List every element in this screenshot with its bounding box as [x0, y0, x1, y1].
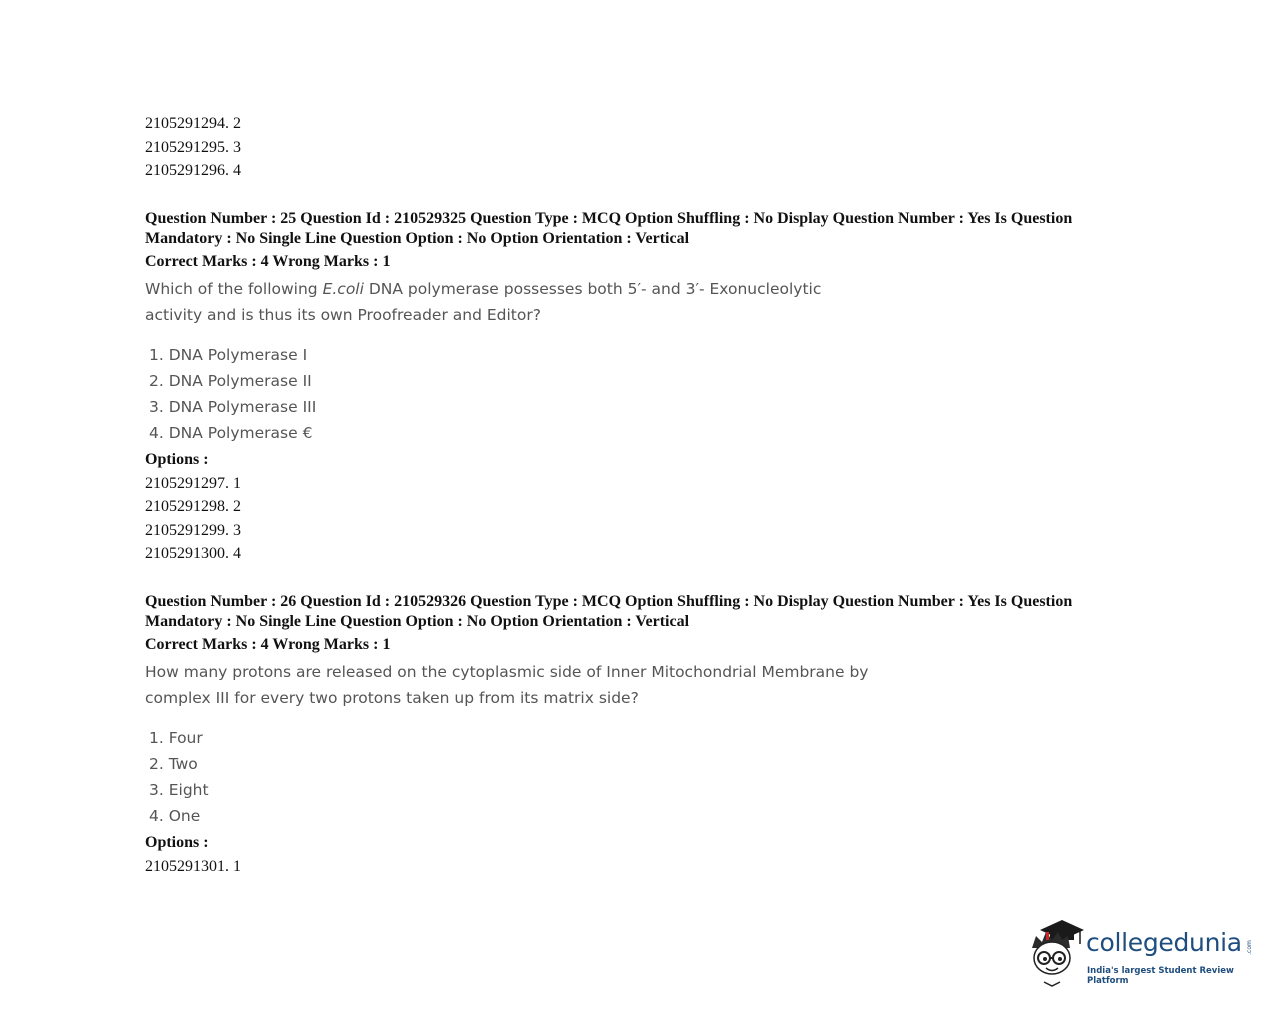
question-text-line: How many protons are released on the cytoplasmic side of Inner Mitochondrial Membrane by — [145, 662, 869, 681]
brand-name: collegedunia — [1086, 928, 1242, 957]
answer-choices — [145, 342, 1165, 446]
question-text-part: Which of the following — [145, 279, 323, 298]
answer-choice: 3. Eight — [149, 780, 209, 799]
question-26 — [145, 592, 1165, 879]
answer-choice: 2. Two — [149, 754, 198, 773]
question-marks: Correct Marks : 4 Wrong Marks : 1 — [145, 252, 391, 270]
option-id-line: 2105291298. 2 — [145, 498, 241, 515]
question-text — [145, 659, 1165, 711]
answer-choice: 1. DNA Polymerase I — [149, 345, 308, 364]
brand-domain: .com — [1245, 940, 1253, 955]
option-id-line: 2105291294. 2 — [145, 115, 241, 132]
brand-tagline: India's largest Student Review Platform — [1087, 966, 1234, 986]
question-marks: Correct Marks : 4 Wrong Marks : 1 — [145, 635, 391, 653]
answer-choice: 2. DNA Polymerase II — [149, 371, 312, 390]
previous-options — [145, 112, 1165, 183]
mascot-icon — [1026, 918, 1088, 988]
answer-choice: 1. Four — [149, 728, 203, 747]
option-id-line: 2105291299. 3 — [145, 521, 241, 539]
question-meta: Question Number : 25 Question Id : 210529325 Question Type : MCQ Option Shuffling : No Display Question Number : Yes Is Question — [145, 209, 1073, 227]
answer-choices — [145, 725, 1165, 829]
question-meta: Question Number : 26 Question Id : 210529326 Question Type : MCQ Option Shuffling : No Display Question Number : Yes Is Question — [145, 592, 1073, 610]
option-id-line: 2105291295. 3 — [145, 138, 241, 156]
answer-choice: 3. DNA Polymerase III — [149, 397, 317, 416]
option-id-line: 2105291296. 4 — [145, 162, 241, 179]
question-text-italic: E.coli — [322, 279, 364, 298]
option-id-line: 2105291297. 1 — [145, 474, 241, 492]
option-id-line: 2105291300. 4 — [145, 545, 241, 562]
question-text-line: complex III for every two protons taken up from its matrix side? — [145, 688, 639, 707]
question-meta: Mandatory : No Single Line Question Option : No Option Orientation : Vertical — [145, 229, 690, 247]
answer-choice: 4. DNA Polymerase € — [149, 423, 313, 442]
question-25 — [145, 209, 1165, 566]
answer-choice: 4. One — [149, 806, 201, 825]
options-label: Options : — [145, 450, 209, 468]
options-label: Options : — [145, 833, 209, 851]
question-meta: Mandatory : No Single Line Question Option : No Option Orientation : Vertical — [145, 612, 690, 630]
question-text-line: activity and is thus its own Proofreader and Editor? — [145, 305, 541, 324]
collegedunia-logo[interactable] — [1026, 918, 1266, 988]
question-text — [145, 276, 1165, 328]
question-text-part: DNA polymerase possesses both 5′- and 3′- Exonucleolytic — [363, 279, 822, 298]
document-page — [145, 112, 1165, 878]
option-id-line: 2105291301. 1 — [145, 857, 241, 875]
